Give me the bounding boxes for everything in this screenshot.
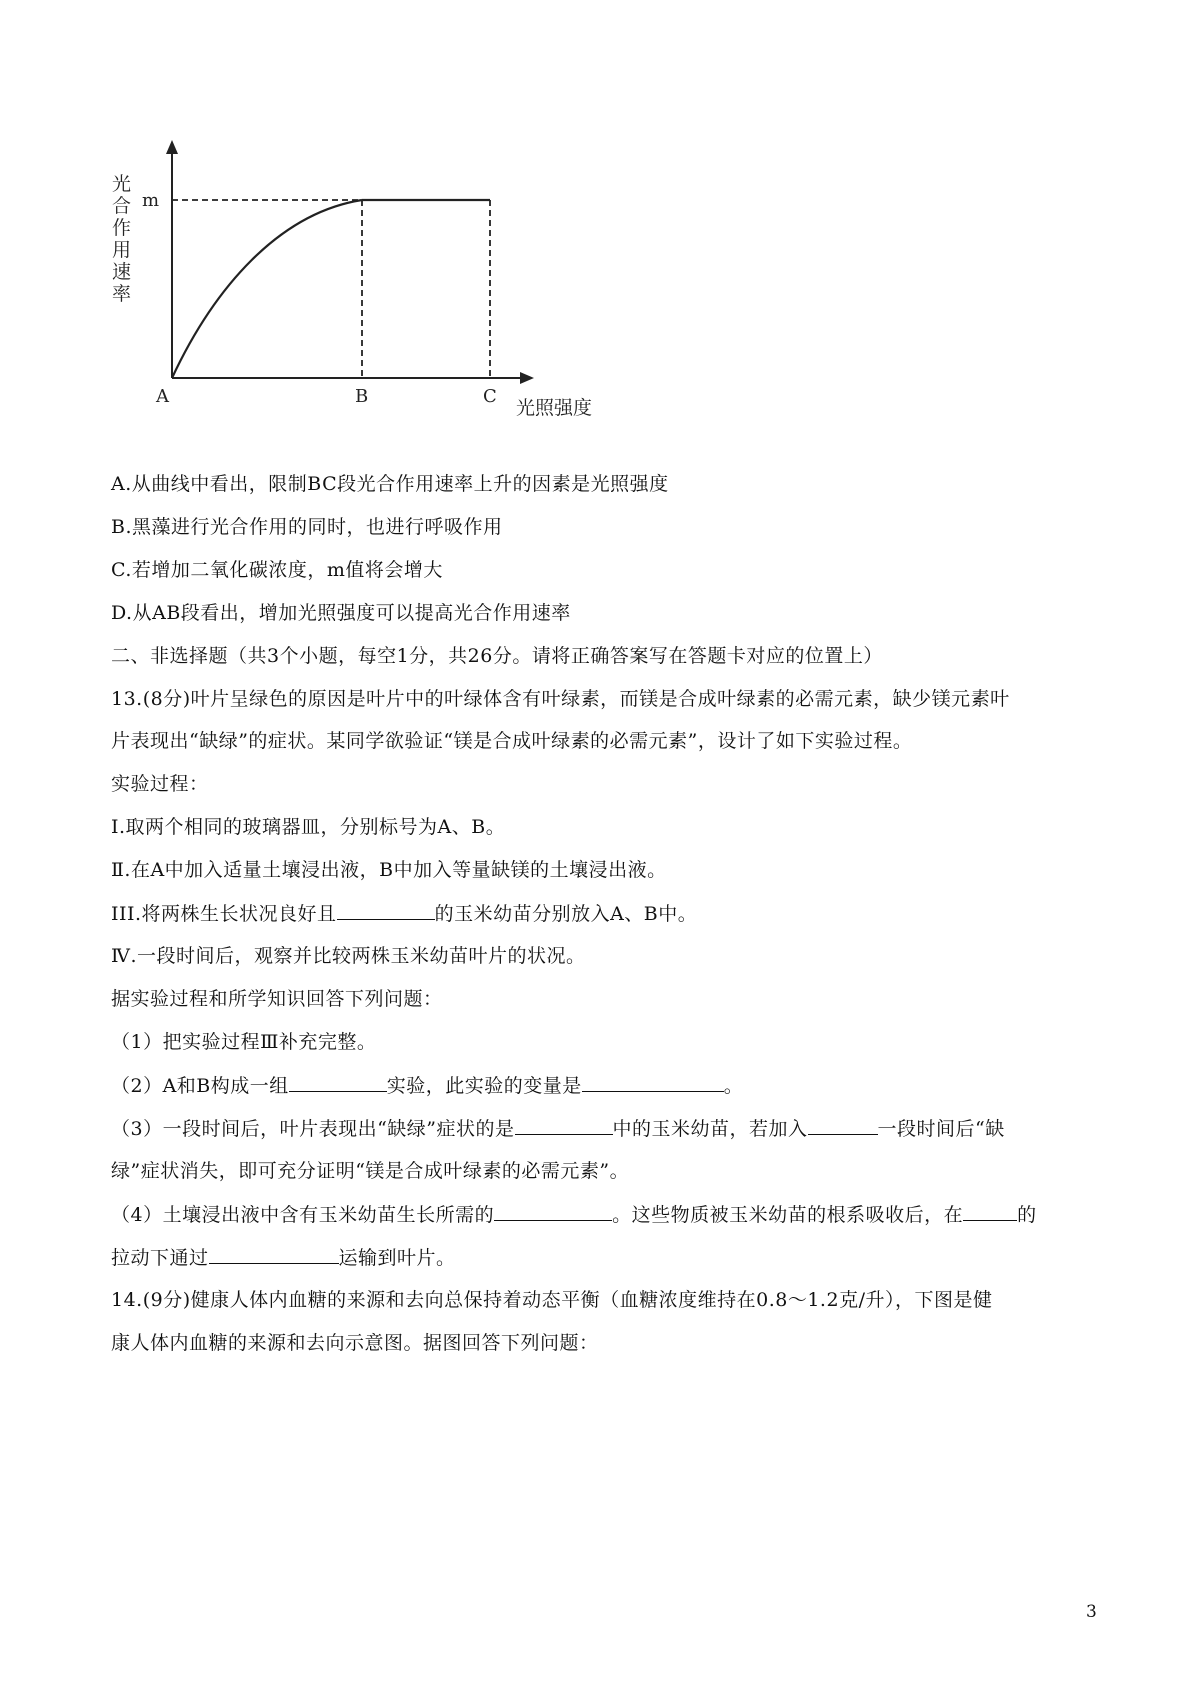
curve-graph [104,138,664,460]
section-2-heading: 二、非选择题（共3个小题，每空1分，共26分。请将正确答案写在答题卡对应的位置上） [111,645,883,667]
y-axis-label-char: 率 [112,283,132,305]
option-a: A.从曲线中看出，限制BC段光合作用速率上升的因素是光照强度 [111,473,669,495]
q13-sub-4 [111,1200,1037,1229]
q13-step-3-text-b: 的玉米幼苗分别放入A、B中。 [434,903,698,925]
q13-sub-3-line-2: 绿”症状消失，即可充分证明“镁是合成叶绿素的必需元素”。 [111,1160,630,1182]
y-axis-arrow [166,140,178,154]
x-axis-arrow [520,372,534,384]
q13-step-2: Ⅱ.在A中加入适量土壤浸出液，B中加入等量缺镁的土壤浸出液。 [111,859,667,881]
point-c-label: C [483,386,497,407]
q13-sub-4-line-2-text-b: 运输到叶片。 [338,1247,456,1269]
q13-step-3-blank[interactable] [337,899,435,920]
q13-sub-2-text-b: 实验，此实验的变量是 [386,1075,582,1097]
q13-sub-3-text-a: （3）一段时间后，叶片表现出“缺绿”症状的是 [111,1118,515,1140]
q13-intro-line-1: 13.(8分)叶片呈绿色的原因是叶片中的叶绿体含有叶绿素，而镁是合成叶绿素的必需元素，缺少镁元素叶 [111,688,1010,710]
point-a-label: A [156,386,169,407]
q13-sub-4-blank-2[interactable] [963,1200,1017,1221]
option-b: B.黑藻进行光合作用的同时，也进行呼吸作用 [111,516,503,538]
q14-line-1: 14.(9分)健康人体内血糖的来源和去向总保持着动态平衡（血糖浓度维持在0.8～1.2克/升），下图是健 [111,1289,993,1311]
q13-sub-3-blank-1[interactable] [515,1114,613,1135]
q13-sub-4-line-2-text-a: 拉动下通过 [111,1247,209,1269]
q13-sub-4-text-c: 的 [1017,1204,1037,1226]
q13-sub-4-line-2 [111,1243,456,1272]
y-axis-label-char: 用 [112,239,132,261]
q14-line-2: 康人体内血糖的来源和去向示意图。据图回答下列问题： [111,1332,599,1354]
option-d: D.从AB段看出，增加光照强度可以提高光合作用速率 [111,602,571,624]
q13-sub-1: （1）把实验过程Ⅲ补充完整。 [111,1031,377,1053]
y-axis-label-char: 光 [112,173,132,195]
q13-sub-3-blank-2[interactable] [808,1114,878,1135]
q13-sub-4-text-a: （4）土壤浸出液中含有玉米幼苗生长所需的 [111,1204,495,1226]
q13-sub-2-blank-2[interactable] [582,1071,724,1092]
point-b-label: B [355,386,369,407]
y-tick-m: m [142,190,160,211]
q13-step-3 [111,899,697,928]
y-axis-label-char: 作 [112,217,132,239]
q13-sub-4-blank-1[interactable] [494,1200,612,1221]
q13-step-1: Ⅰ.取两个相同的玻璃器皿，分别标号为A、B。 [111,816,506,838]
q13-sub-2-blank-1[interactable] [289,1071,387,1092]
q13-sub-4-blank-3[interactable] [209,1243,339,1264]
x-axis-label: 光照强度 [516,397,593,419]
q13-sub-2-text-c: 。 [723,1075,744,1097]
page-number: 3 [1086,1602,1097,1622]
q13-intro-line-2: 片表现出“缺绿”的症状。某同学欲验证“镁是合成叶绿素的必需元素”，设计了如下实验过程。 [111,730,913,752]
option-c: C.若增加二氧化碳浓度，m值将会增大 [111,559,443,581]
q13-sub-3-text-b: 中的玉米幼苗，若加入 [612,1118,808,1140]
y-axis-label-char: 速 [112,261,132,283]
q13-sub-4-text-b: 。这些物质被玉米幼苗的根系吸收后，在 [612,1204,964,1226]
q13-answer-intro: 据实验过程和所学知识回答下列问题： [111,988,443,1010]
q13-sub-3 [111,1114,1005,1143]
photosynthesis-light-curve-figure [104,138,664,460]
q13-step-3-text-a: III.将两株生长状况良好且 [111,903,337,925]
q13-process-title: 实验过程： [111,773,209,795]
q13-sub-2-text-a: （2）A和B构成一组 [111,1075,289,1097]
q13-sub-2 [111,1071,743,1100]
q13-step-4: Ⅳ.一段时间后，观察并比较两株玉米幼苗叶片的状况。 [111,945,586,967]
q13-sub-3-text-c: 一段时间后“缺 [877,1118,1005,1140]
y-axis-label-char: 合 [112,195,132,217]
rate-curve [172,200,362,378]
